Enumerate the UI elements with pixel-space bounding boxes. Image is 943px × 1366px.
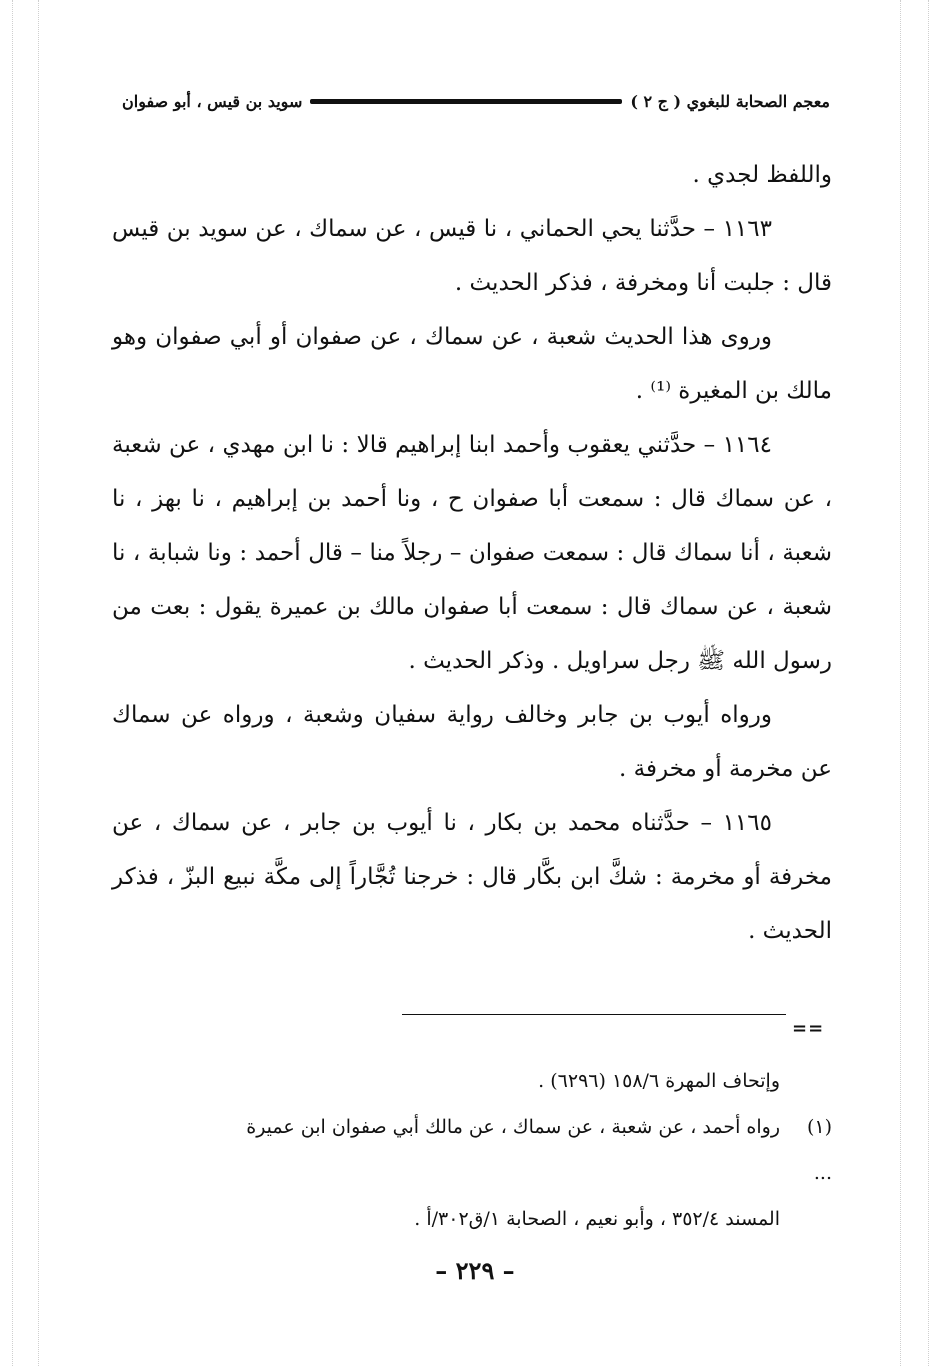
- hadith-1165: ١١٦٥ – حدَّثناه محمد بن بكار ، نا أيوب بن جابر ، عن سماك ، عن مخرفة أو مخرمة : شكَّ ابن بكَّار قال : خرجنا تُجَّاراً إلى مكَّة نبيع البزّ ، فذكر الحديث .: [112, 810, 832, 944]
- running-header: [122, 86, 830, 116]
- footnote-separator: [402, 1014, 786, 1015]
- main-text: [112, 148, 832, 958]
- paragraph: وروى هذا الحديث شعبة ، عن سماك ، عن صفوان أو أبي صفوان وهو مالك بن المغيرة ⁽¹⁾ .: [112, 324, 832, 404]
- paragraph: ورواه أيوب بن جابر وخالف رواية سفيان وشعبة ، ورواه عن سماك عن مخرمة أو مخرفة .: [112, 702, 832, 782]
- scan-guide-line: [38, 0, 39, 1366]
- scan-guide-line: [900, 0, 901, 1366]
- footnote-1: [240, 1104, 832, 1196]
- header-rule: [310, 99, 622, 104]
- scan-guide-line: [928, 0, 929, 1366]
- page-number: – ٢٢٩ –: [435, 1256, 515, 1285]
- footnote-1-number: (١): [806, 1116, 832, 1138]
- footnote-continued: وإتحاف المهرة ١٥٨/٦ (٦٢٩٦) .: [538, 1070, 780, 1092]
- footnotes: [240, 1058, 832, 1242]
- paragraph: واللفظ لجدي .: [692, 162, 832, 188]
- header-entry-title: سويد بن قيس ، أبو صفوان: [122, 91, 303, 111]
- footnote-continuation-mark: ==: [792, 1018, 825, 1039]
- footnote-1-text: رواه أحمد ، عن شعبة ، عن سماك ، عن مالك أبي صفوان ابن عميرة ...: [246, 1116, 832, 1184]
- hadith-1164: ١١٦٤ – حدَّثني يعقوب وأحمد ابنا إبراهيم قالا : نا ابن مهدي ، عن شعبة ، عن سماك قال : سمعت أبا صفوان ح ، ونا أحمد بن إبراهيم ، نا بهز ، نا شعبة ، أنا سماك قال : سمعت صفوان – رجلاً منا – قال أحمد : ونا شبابة ، نا شعبة ، عن سماك قال : سمعت أبا صفوان مالك بن عميرة يقول : بعت من رسول الله ﷺ رجل سراويل . وذكر الحديث .: [112, 432, 832, 674]
- header-book-title: معجم الصحابة للبغوي ( ج ٢ ): [630, 91, 830, 111]
- footnote-1-continuation: المسند ٣٥٢/٤ ، وأبو نعيم ، الصحابة ١/ق٣٠٢/أ .: [414, 1208, 780, 1230]
- hadith-1163: ١١٦٣ – حدَّثنا يحي الحماني ، نا قيس ، عن سماك ، عن سويد بن قيس قال : جلبت أنا ومخرفة ، فذكر الحديث .: [112, 216, 832, 296]
- scan-guide-line: [12, 0, 13, 1366]
